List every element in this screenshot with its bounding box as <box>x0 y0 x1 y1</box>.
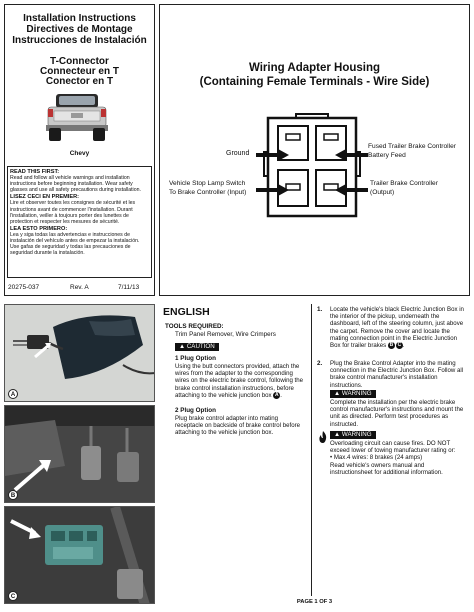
notice-es-body: Lea y siga todas las advertencias e instrucciones de instalación del vehículo antes de empezar la instalación. Use gafas de seguridad y todas las precauciones de seguridad durante la instalación. <box>10 231 140 257</box>
part-number: 20275-037 <box>8 284 40 291</box>
notice-en-title: READ THIS FIRST: <box>10 169 60 175</box>
tools-body: Trim Panel Remover, Wire Crimpers <box>175 331 276 338</box>
warning-text-2: WARNING <box>341 431 372 438</box>
junction-box-photo <box>5 507 155 604</box>
opt1-body-wrap: Using the butt connectors provided, attach the wires from the adapter to the corresponding wires on the electric brake control, following the brake control installation instructions, before attaching to the vehicle junction box A . <box>175 363 304 399</box>
arrow-output <box>334 183 368 197</box>
opt2-body: Plug brake control adapter into mating receptacle on backside of brake control before attaching to the vehicle junction box. <box>175 415 300 437</box>
opt1-body: Using the butt connectors provided, attach the wires from the adapter to the corresponding wires on the electric brake control, following the brake control installation instructions, before attaching to the vehicle junction box <box>175 363 304 399</box>
arrow-stop-lamp <box>256 183 290 197</box>
label-ground: Ground <box>226 150 250 157</box>
caution-label <box>175 343 219 351</box>
arrow-battery-feed <box>334 148 368 162</box>
step2-number: 2. <box>317 360 323 367</box>
label-fused-1: Fused Trailer Brake Controller <box>368 143 456 150</box>
warning-icon-2: ▲ <box>334 431 342 438</box>
label-fused-2: Battery Feed <box>368 152 406 159</box>
notice-es-title: LEA ESTO PRIMERO: <box>10 225 68 232</box>
connector-housing-diagram <box>262 112 362 222</box>
date: 7/11/13 <box>118 284 140 291</box>
fire-hazard-icon <box>317 430 329 444</box>
warning-text-1: WARNING <box>341 390 372 397</box>
step1-body: Locate the vehicle's black Electric Junction Box in the interior of the pickup, underneath the dashboard, left of the steering column, just above the carpet. Remove the cover and locate the mating connection point in the Electric Junction Box for trailer brakes <box>330 306 464 350</box>
arrow-ground <box>256 148 290 162</box>
step2-body: Plug the Brake Control Adapter into the mating connection in the Electric Junction Box. Follow all brake control manufacturer's installation instructions. <box>330 360 464 389</box>
photo-a <box>4 304 155 402</box>
notice-fr-title: LISEZ CECI EN PREMIER: <box>10 194 79 201</box>
warning-icon-1: ▲ <box>334 390 342 397</box>
warning2-body: Overloading circuit can cause fires. DO NOT exceed lower of towing manufacturer rating or: • Max.4 wires: 8 brakes (24 amps) Read vehicle's owners manual and instructionsheet for additional information. <box>330 440 456 476</box>
step1-wrap: Locate the vehicle's black Electric Junction Box in the interior of the pickup, underneath the dashboard, left of the steering column, just above the carpet. Remove the cover and locate the mating connection point in the Electric Junction Box for trailer brakes B C . <box>330 306 464 350</box>
column-divider <box>311 304 312 596</box>
warning1-body: Complete the installation per the electric brake control manufacturer's instructions and mount the unit as directed. Perform test procedures as instructed. <box>330 399 464 428</box>
diagram-title-2: (Containing Female Terminals - Wire Side) <box>199 76 430 88</box>
footwell-photo <box>5 406 155 503</box>
caution-icon: ▲ <box>179 343 187 350</box>
truck-image <box>44 92 110 144</box>
product-en: T-Connector <box>50 56 109 67</box>
revision: Rev. A <box>70 284 89 291</box>
english-heading: ENGLISH <box>163 306 210 318</box>
opt1-ref: A <box>274 391 279 398</box>
photo-a-badge: A <box>8 389 18 399</box>
label-stop-2: To Brake Controller (Input) <box>169 189 247 196</box>
title-en: Installation Instructions <box>23 13 136 24</box>
step1-number: 1. <box>317 306 323 313</box>
notice-en-body: Read and follow all vehicle warnings and installation instructions before beginning installation. Wear safety glasses and use all safety precautions during installation. <box>10 175 141 194</box>
brake-controller-photo <box>5 305 155 402</box>
tools-title: TOOLS REQUIRED: <box>165 323 224 330</box>
title-fr: Directives de Montage <box>26 24 133 35</box>
step1-ref-c: C <box>397 342 402 349</box>
caution-text: CAUTION <box>186 343 215 350</box>
notice-text <box>10 169 150 256</box>
diagram-title-1: Wiring Adapter Housing <box>248 62 381 74</box>
photo-c <box>4 506 155 604</box>
photo-c-badge: C <box>8 591 18 601</box>
product-fr: Connecteur en T <box>40 66 119 77</box>
label-stop-1: Vehicle Stop Lamp Switch <box>169 180 246 187</box>
warning-label-2 <box>330 431 376 439</box>
page-number: PAGE 1 OF 3 <box>296 599 333 605</box>
label-output-1: Trailer Brake Controller <box>370 180 438 187</box>
warning-label-1 <box>330 390 376 398</box>
photo-b-badge: B <box>8 490 18 500</box>
photo-b <box>4 405 155 503</box>
product-es: Conector en T <box>45 76 114 87</box>
vehicle-caption: Chevy <box>69 150 90 157</box>
title-es: Instrucciones de Instalación <box>12 35 147 46</box>
step1-ref-b: B <box>389 342 394 349</box>
opt2-title: 2 Plug Option <box>175 407 216 414</box>
notice-fr-body: Lire et observer toutes les consignes de sécurité et les instructions avant de commencer l'installation. Durant l'installation, veiller à toujours porter des lunettes de protection et respecter les mesures de sécurité. <box>10 200 136 225</box>
opt1-title: 1 Plug Option <box>175 355 216 362</box>
label-output-2: (Output) <box>370 189 395 196</box>
